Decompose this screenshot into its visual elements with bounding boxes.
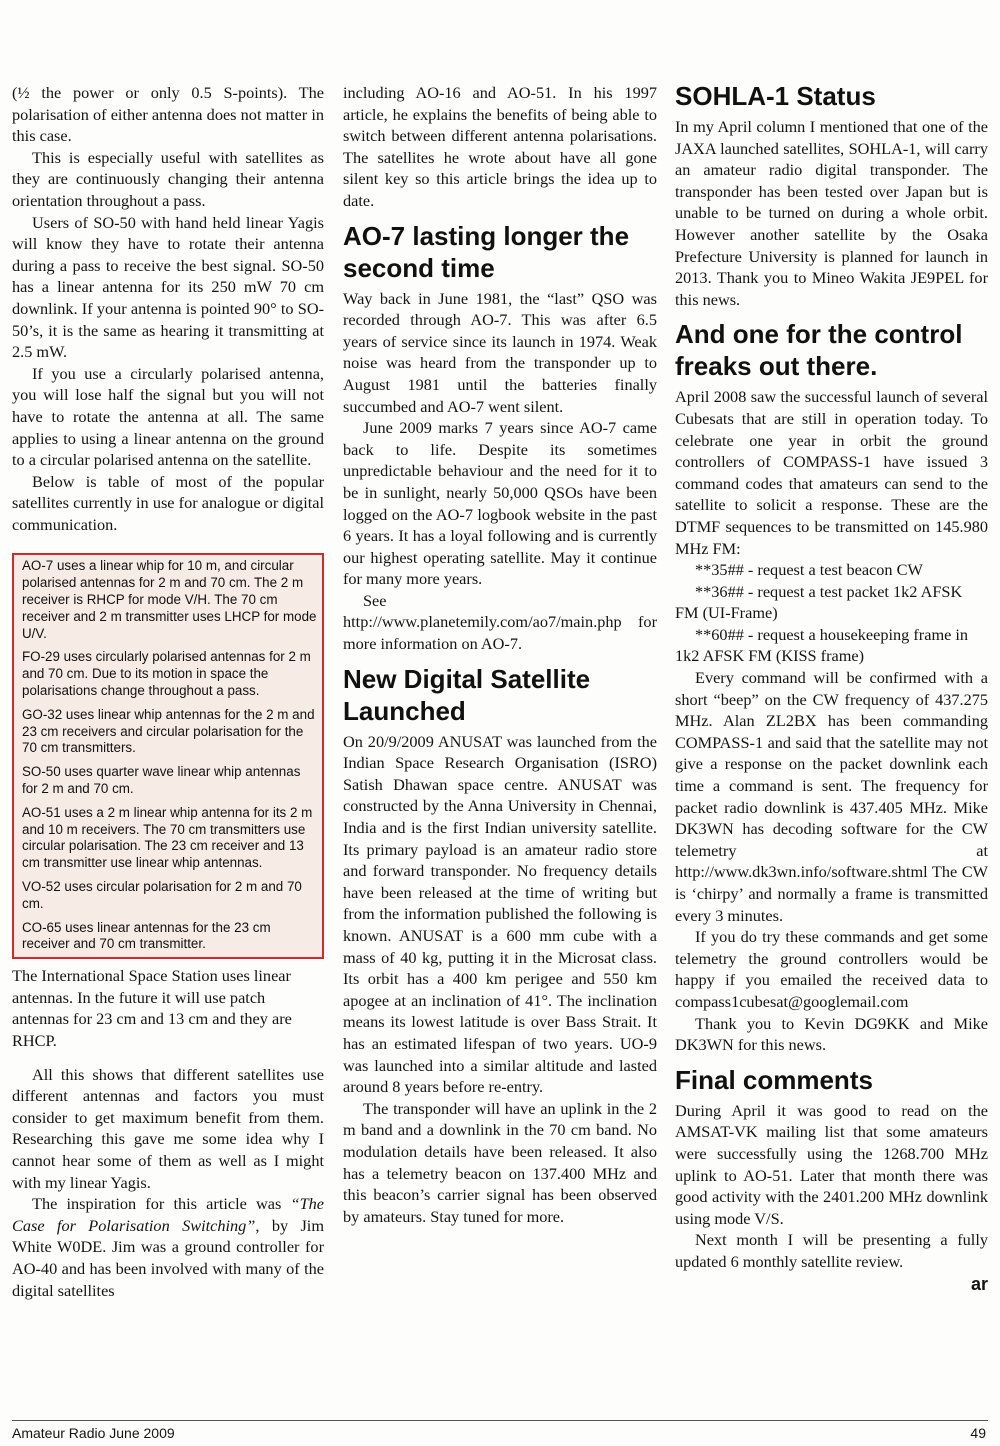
article-title: “The Case for Polarisation Switching”: [12, 1194, 324, 1235]
paragraph: Way back in June 1981, the “last” QSO was recorded through AO-7. This was after 6.5 years of service since its launch in 1974. Weak noise was heard from the transponder up to August 1981 until the batteries finally succumbed and AO-7 went silent.: [343, 288, 657, 416]
paragraph-text: , by Jim White W0DE. Jim was a ground controller for AO-40 and has been involved with many of the digital satellites: [12, 1215, 324, 1300]
paragraph: including AO-16 and AO-51. In his 1997 article, he explains the benefits of being able to switch between different antenna polarisations. The satellites he wrote about have all gone silent key so this article brings the idea up to date.: [343, 83, 657, 210]
column-1: [12, 82, 324, 1301]
page-footer: [12, 1420, 988, 1443]
paragraph: During April it was good to read on the AMSAT-VK mailing list that some amateurs were successfully using the 1268.700 MHz uplink to AO-51. Later that month there was good activity with the 2401.200 MHz downlink using mode V/S.: [675, 1100, 988, 1228]
page-number: 49: [970, 1425, 986, 1441]
antenna-table-box: [12, 553, 324, 959]
heading-new-digital-satellite: New Digital Satellite Launched: [343, 663, 591, 726]
box-item: AO-7 uses a linear whip for 10 m, and circular polarised antennas for 2 m and 70 cm. The 2 m receiver is RHCP for mode V/H. The 70 cm receiver and 2 m transmitter uses LHCP for mode U/V.: [22, 558, 317, 641]
heading-control-freaks: And one for the control freaks out there.: [675, 319, 963, 382]
paragraph: Users of SO-50 with hand held linear Yagis will know they have to rotate their antenna during a pass to receive the best signal. SO-50 has a linear antenna for its 250 mW 70 cm downlink. If your antenna is pointed 90° to SO-50’s, it is the same as hearing it transmitting at 2.5 mW.: [12, 212, 324, 362]
magazine-issue: Amateur Radio June 2009: [12, 1425, 175, 1441]
column-3: [675, 82, 988, 1295]
box-item: CO-65 uses linear antennas for the 23 cm receiver and 70 cm transmitter.: [22, 919, 271, 952]
dtmf-command: **60## - request a housekeeping frame in 1k2 AFSK FM (KISS frame): [675, 624, 969, 666]
paragraph: If you do try these commands and get some telemetry the ground controllers would be happy if you emailed the received data to compass1cubesat@googlemail.com: [675, 927, 988, 1011]
box-item: AO-51 uses a 2 m linear whip antenna for its 2 m and 10 m receivers. The 70 cm transmitters use circular polarisation. The 23 cm receiver and 13 cm transmitter use linear whip antennas.: [22, 804, 313, 871]
paragraph: This is especially useful with satellites as they are continuously changing their antenna orientation throughout a pass.: [12, 147, 324, 210]
paragraph: Every command will be confirmed with a short “beep” on the CW frequency of 437.275 MHz. Alan ZL2BX has been commanding COMPASS-1 and said that the satellite may not give a response on the packet downlink each time a command is sent. The frequency for packet radio downlink is 437.405 MHz. Mike DK3WN has decoding software for the CW telemetry at http://www.dk3wn.info/software.shtml The CW is ‘chirpy’ and normally a frame is transmitted every 3 minutes.: [675, 668, 988, 925]
iss-note: The International Space Station uses linear antennas. In the future it will use patch antennas for 23 cm and 13 cm and they are RHCP.: [12, 966, 292, 1050]
paragraph: (½ the power or only 0.5 S-points). The polarisation of either antenna does not matter in this case.: [12, 83, 324, 146]
paragraph: If you use a circularly polarised antenna, you will lose half the signal but you will not have to rotate the antenna at all. The same applies to using a linear antenna on the ground to a circular polarised antenna on the satellite.: [12, 363, 324, 470]
heading-ao7: AO-7 lasting longer the second time: [343, 220, 630, 283]
paragraph: April 2008 saw the successful launch of several Cubesats that are still in operation today. To celebrate one year in orbit the ground controllers of COMPASS-1 have issued 3 command codes that amateurs can send to the satellite to solicit a response. These are the DTMF sequences to be transmitted on 145.980 MHz FM:: [675, 387, 988, 558]
paragraph: See http://www.planetemily.com/ao7/main.php for more information on AO-7.: [343, 590, 657, 654]
box-item: VO-52 uses circular polarisation for 2 m and 70 cm.: [22, 879, 302, 911]
box-item: GO-32 uses linear whip antennas for the 2 m and 23 cm receivers and circular polarisation for the 70 cm transmitters.: [22, 706, 315, 756]
box-item: SO-50 uses quarter wave linear whip antennas for 2 m and 70 cm.: [22, 764, 301, 797]
paragraph: [12, 1193, 324, 1301]
dtmf-command: **35## - request a test beacon CW: [695, 560, 923, 580]
heading-final-comments: Final comments: [675, 1064, 873, 1095]
end-mark: ar: [970, 1273, 988, 1294]
paragraph: All this shows that different satellites use different antennas and factors you must consider to get maximum benefit from them. Researching this gave me some idea why I cannot hear some of them as well as I might with my linear Yagis.: [12, 1064, 324, 1192]
paragraph: Next month I will be presenting a fully updated 6 monthly satellite review.: [675, 1230, 988, 1271]
paragraph: June 2009 marks 7 years since AO-7 came back to life. Despite its sometimes unpredictable behaviour and the need for it to be in sunlight, nearly 50,000 QSOs have been logged on the AO-7 logbook website in the past 6 years. It has a loyal following and is currently our highest operating satellite. May it continue for many more years.: [343, 418, 657, 589]
paragraph: Thank you to Kevin DG9KK and Mike DK3WN for this news.: [675, 1013, 988, 1055]
paragraph: The transponder will have an uplink in the 2 m band and a downlink in the 70 cm band. No modulation details have been released. It also has a telemetry beacon on 137.400 MHz and this beacon’s carrier signal has been observed by amateurs. Stay tuned for more.: [343, 1098, 657, 1226]
paragraph: In my April column I mentioned that one of the JAXA launched satellites, SOHLA-1, will carry an amateur radio digital transponder. The transponder has been tested over Japan but is unable to be turned on during a whole orbit. However another satellite by the Osaka Prefecture University is planned for launch in 2013. Thank you to Mineo Wakita JE9PEL for this news.: [675, 117, 988, 309]
dtmf-command: **36## - request a test packet 1k2 AFSK FM (UI-Frame): [675, 581, 963, 623]
paragraph: On 20/9/2009 ANUSAT was launched from the Indian Space Research Organisation (ISRO) Satish Dhawan space centre. ANUSAT was constructed by the Anna University in Chennai, India and is the first Indian university satellite. Its primary payload is an amateur radio store and forward transponder. No frequency details have been released at the time of writing but from the information published the following is known. ANUSAT is a 600 mm cube with a mass of 40 kg, putting it in the Microsat class. Its orbit has a 400 km perigee and 550 km apogee at an inclination of 41°. The inclination means its lowest latitude is over Bass Strait. It has an estimated lifespan of two years. UO-9 was launched into a similar altitude and lasted around 8 years before re-entry.: [343, 731, 657, 1097]
heading-sohla1: SOHLA-1 Status: [675, 81, 876, 111]
column-2: [343, 82, 657, 1227]
box-item: FO-29 uses circularly polarised antennas for 2 m and 70 cm. Due to its motion in space the polarisations change throughout a pass.: [22, 649, 311, 699]
paragraph-text: The inspiration for this article was: [32, 1194, 291, 1214]
paragraph: Below is table of most of the popular satellites currently in use for analogue or digital communication.: [12, 471, 324, 534]
